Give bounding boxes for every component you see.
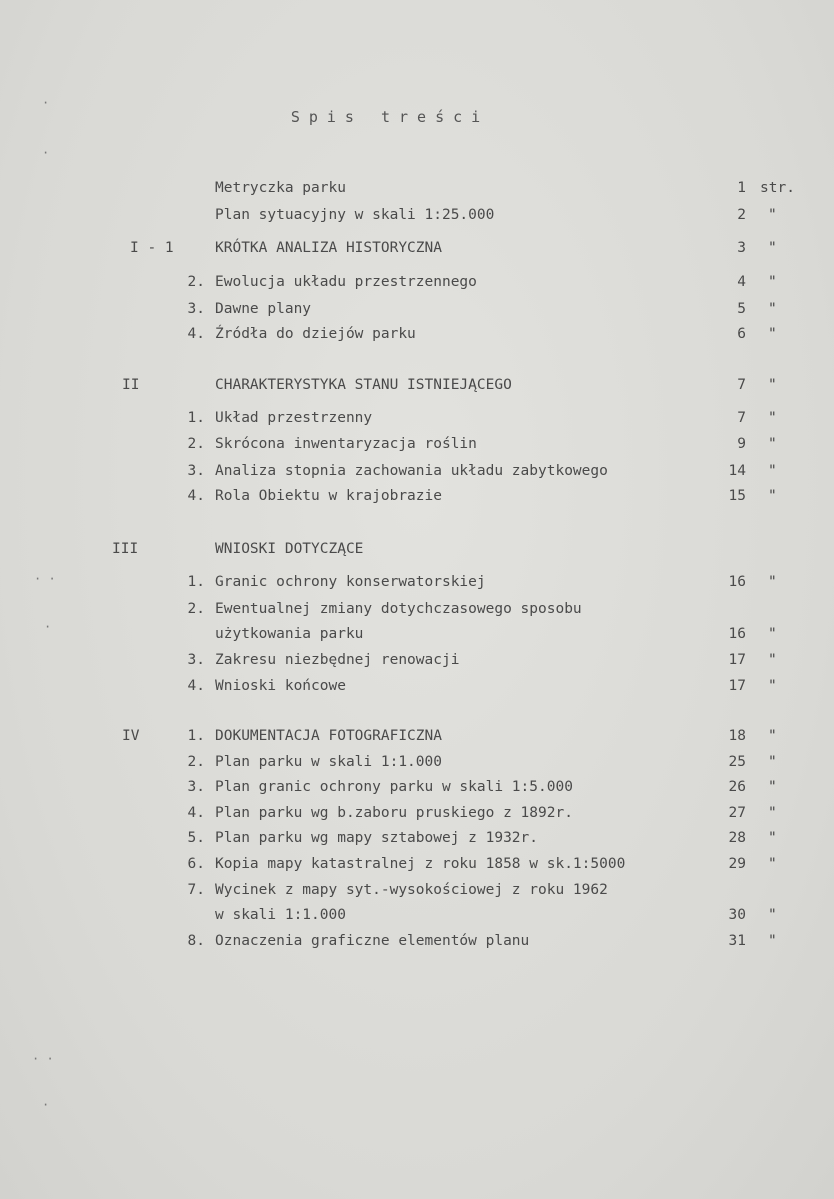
toc-entry bbox=[0, 176, 834, 200]
item-number: 2. bbox=[187, 274, 205, 290]
toc-entry bbox=[0, 929, 834, 953]
entry-title: Źródła do dziejów parku bbox=[215, 326, 416, 342]
item-number: 3. bbox=[187, 652, 205, 668]
page-number: 1 bbox=[737, 180, 746, 196]
item-number: 1. bbox=[187, 410, 205, 426]
page-unit: " bbox=[768, 463, 777, 479]
toc-entry bbox=[0, 570, 834, 594]
toc-entry bbox=[0, 203, 834, 227]
entry-title: użytkowania parku bbox=[215, 626, 364, 642]
page-number: 17 bbox=[728, 652, 746, 668]
entry-title: Rola Obiektu w krajobrazie bbox=[215, 488, 442, 504]
toc-entry bbox=[0, 878, 834, 902]
toc-entry bbox=[0, 322, 834, 346]
toc-entry bbox=[0, 903, 834, 927]
page-unit: " bbox=[768, 377, 777, 393]
page-number: 18 bbox=[728, 728, 746, 744]
toc-entry bbox=[0, 622, 834, 646]
entry-title: KRÓTKA ANALIZA HISTORYCZNA bbox=[215, 240, 442, 256]
section-number: II bbox=[122, 377, 140, 393]
item-number: 4. bbox=[187, 805, 205, 821]
page-unit: " bbox=[768, 436, 777, 452]
entry-title: DOKUMENTACJA FOTOGRAFICZNA bbox=[215, 728, 442, 744]
margin-mark: · · bbox=[32, 1052, 54, 1066]
page-unit: " bbox=[768, 652, 777, 668]
page-number: 28 bbox=[728, 830, 746, 846]
item-number: 2. bbox=[187, 436, 205, 452]
item-number: 5. bbox=[187, 830, 205, 846]
item-number: 3. bbox=[187, 301, 205, 317]
page-number: 17 bbox=[728, 678, 746, 694]
toc-entry bbox=[0, 406, 834, 430]
toc-entry bbox=[0, 648, 834, 672]
toc-entry bbox=[0, 297, 834, 321]
toc-entry bbox=[0, 724, 834, 748]
item-number: 2. bbox=[187, 601, 205, 617]
toc-entry bbox=[0, 674, 834, 698]
page-number: 5 bbox=[737, 301, 746, 317]
entry-title: Układ przestrzenny bbox=[215, 410, 373, 426]
toc-entry bbox=[0, 432, 834, 456]
section-number: IV bbox=[122, 728, 140, 744]
entry-title: Plan parku wg b.zaboru pruskiego z 1892r. bbox=[215, 805, 573, 821]
page-unit: " bbox=[768, 830, 777, 846]
page-number: 15 bbox=[728, 488, 746, 504]
page-unit: " bbox=[768, 856, 777, 872]
item-number: 3. bbox=[187, 779, 205, 795]
page-unit: " bbox=[768, 728, 777, 744]
item-number: 4. bbox=[187, 326, 205, 342]
page-number: 14 bbox=[728, 463, 746, 479]
item-number: 4. bbox=[187, 488, 205, 504]
page-number: 31 bbox=[728, 933, 746, 949]
page-unit: " bbox=[768, 626, 777, 642]
page-unit: " bbox=[768, 274, 777, 290]
entry-title: Wnioski końcowe bbox=[215, 678, 346, 694]
entry-title: Skrócona inwentaryzacja roślin bbox=[215, 436, 477, 452]
page-unit: str. bbox=[760, 180, 795, 196]
margin-mark: · bbox=[42, 96, 50, 110]
toc-entry bbox=[0, 236, 834, 260]
margin-mark: · bbox=[44, 620, 52, 634]
toc-entry bbox=[0, 852, 834, 876]
item-number: 4. bbox=[187, 678, 205, 694]
item-number: 1. bbox=[187, 574, 205, 590]
page-unit: " bbox=[768, 933, 777, 949]
page-number: 7 bbox=[737, 377, 746, 393]
toc-entry bbox=[0, 775, 834, 799]
page-number: 25 bbox=[728, 754, 746, 770]
entry-title: Plan granic ochrony parku w skali 1:5.000 bbox=[215, 779, 573, 795]
page-number: 3 bbox=[737, 240, 746, 256]
page-unit: " bbox=[768, 301, 777, 317]
entry-title: Metryczka parku bbox=[215, 180, 346, 196]
entry-title: Plan parku w skali 1:1.000 bbox=[215, 754, 442, 770]
entry-title: Granic ochrony konserwatorskiej bbox=[215, 574, 486, 590]
section-number: I - 1 bbox=[130, 240, 174, 256]
page-unit: " bbox=[768, 907, 777, 923]
margin-mark: · · bbox=[34, 572, 56, 586]
page-unit: " bbox=[768, 207, 777, 223]
page-number: 27 bbox=[728, 805, 746, 821]
toc-entry bbox=[0, 373, 834, 397]
toc-entry bbox=[0, 484, 834, 508]
page-number: 29 bbox=[728, 856, 746, 872]
entry-title: Plan parku wg mapy sztabowej z 1932r. bbox=[215, 830, 539, 846]
page-number: 26 bbox=[728, 779, 746, 795]
entry-title: Plan sytuacyjny w skali 1:25.000 bbox=[215, 207, 495, 223]
page-unit: " bbox=[768, 754, 777, 770]
page-unit: " bbox=[768, 574, 777, 590]
page-unit: " bbox=[768, 805, 777, 821]
page-unit: " bbox=[768, 678, 777, 694]
item-number: 2. bbox=[187, 754, 205, 770]
page-number: 4 bbox=[737, 274, 746, 290]
entry-title: Oznaczenia graficzne elementów planu bbox=[215, 933, 530, 949]
margin-mark: · bbox=[42, 146, 50, 160]
toc-entry bbox=[0, 537, 834, 561]
entry-title: Kopia mapy katastralnej z roku 1858 w sk.1:5000 bbox=[215, 856, 626, 872]
item-number: 8. bbox=[187, 933, 205, 949]
page-number: 30 bbox=[728, 907, 746, 923]
page-unit: " bbox=[768, 410, 777, 426]
page-number: 16 bbox=[728, 574, 746, 590]
entry-title: w skali 1:1.000 bbox=[215, 907, 346, 923]
toc-entry bbox=[0, 750, 834, 774]
entry-title: Wycinek z mapy syt.-wysokościowej z roku 1962 bbox=[215, 882, 608, 898]
page-number: 6 bbox=[737, 326, 746, 342]
item-number: 1. bbox=[187, 728, 205, 744]
page-title: Spis treści bbox=[290, 108, 490, 126]
section-number: III bbox=[112, 541, 139, 557]
entry-title: CHARAKTERYSTYKA STANU ISTNIEJĄCEGO bbox=[215, 377, 512, 393]
item-number: 3. bbox=[187, 463, 205, 479]
page-number: 7 bbox=[737, 410, 746, 426]
page-unit: " bbox=[768, 779, 777, 795]
item-number: 7. bbox=[187, 882, 205, 898]
toc-entry bbox=[0, 459, 834, 483]
page-number: 9 bbox=[737, 436, 746, 452]
entry-title: Analiza stopnia zachowania układu zabytkowego bbox=[215, 463, 608, 479]
item-number: 6. bbox=[187, 856, 205, 872]
entry-title: Zakresu niezbędnej renowacji bbox=[215, 652, 460, 668]
page-number: 2 bbox=[737, 207, 746, 223]
toc-entry bbox=[0, 597, 834, 621]
margin-mark: · bbox=[42, 1098, 50, 1112]
toc-entry bbox=[0, 270, 834, 294]
page-number: 16 bbox=[728, 626, 746, 642]
entry-title: Ewolucja układu przestrzennego bbox=[215, 274, 477, 290]
entry-title: WNIOSKI DOTYCZĄCE bbox=[215, 541, 364, 557]
page-unit: " bbox=[768, 240, 777, 256]
toc-entry bbox=[0, 826, 834, 850]
entry-title: Ewentualnej zmiany dotychczasowego sposobu bbox=[215, 601, 582, 617]
toc-entry bbox=[0, 801, 834, 825]
entry-title: Dawne plany bbox=[215, 301, 312, 317]
page-unit: " bbox=[768, 326, 777, 342]
page-unit: " bbox=[768, 488, 777, 504]
